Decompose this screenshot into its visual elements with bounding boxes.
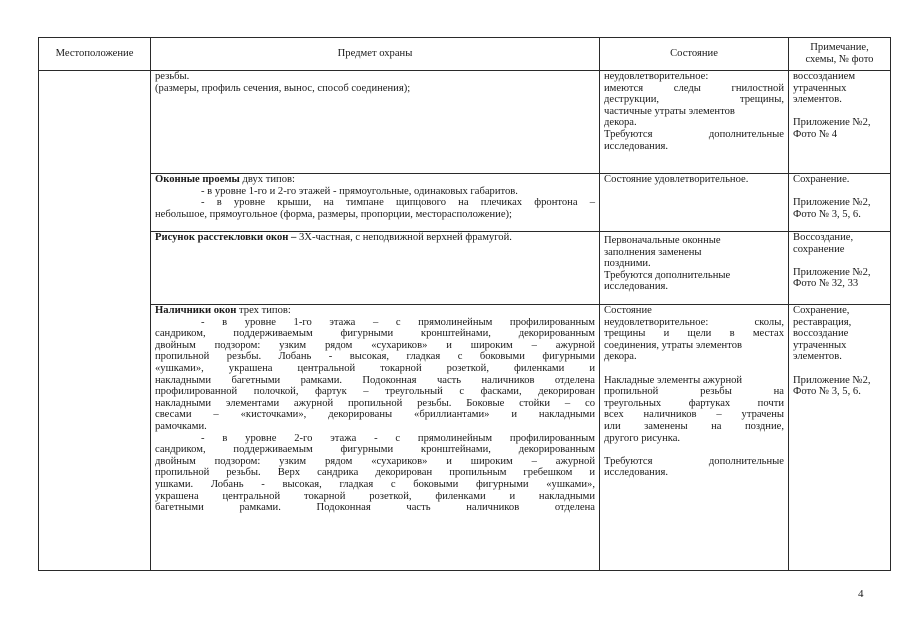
- protection-table: [38, 37, 891, 571]
- subject-line: - в уровне 1-го этажа – с прямолинейным профилированным: [201, 316, 595, 328]
- note-cell: [789, 305, 891, 571]
- note-line: Фото № 3, 5, 6.: [793, 386, 861, 398]
- state-spacer: [604, 444, 784, 456]
- state-line: Требуются дополнительные: [604, 455, 784, 467]
- subject-cell: [151, 305, 600, 571]
- note-spacer: [793, 363, 886, 375]
- note-cell: [789, 232, 891, 305]
- subject-heading-tail: двух типов:: [239, 174, 295, 185]
- state-line: всех наличников – утрачены: [604, 409, 784, 421]
- subject-heading-tail: трех типов:: [236, 305, 291, 316]
- subject-line: сандриком, поддерживаемым фигурными кронштейнами, декорированным: [155, 444, 595, 456]
- subject-heading: Наличники окон: [155, 305, 237, 316]
- note-line: Воссоздание,: [793, 232, 854, 243]
- state-cell: [600, 174, 789, 232]
- table-row: [39, 232, 891, 305]
- table-row: [39, 305, 891, 571]
- state-line: или заменены на поздние,: [604, 420, 784, 432]
- state-line: другого рисунка.: [604, 432, 681, 444]
- state-line: исследования.: [604, 140, 669, 152]
- subject-line: «ушками», украшена центральной токарной розеткой, филенками и: [155, 362, 595, 374]
- state-line: неудовлетворительное:: [604, 71, 709, 82]
- subject-heading: Рисунок расстекловки окон –: [155, 232, 297, 243]
- subject-line: украшена центральной токарной розеткой, филенками и накладными: [155, 490, 595, 502]
- subject-line: сандриком, поддерживаемым фигурными кронштейнами, декорированным: [155, 328, 595, 340]
- header-subject: Предмет охраны: [151, 38, 600, 71]
- header-note: [789, 38, 891, 71]
- state-line: поздними.: [604, 258, 651, 270]
- state-line: неудовлетворительное: сколы,: [604, 316, 784, 328]
- subject-line: накладными элементами ажурной пропильной резьбы. Боковые стойки – со: [155, 397, 595, 409]
- state-line: деструкции, трещины,: [604, 94, 784, 106]
- subject-cell: [151, 174, 600, 232]
- header-note-line: Примечание,: [810, 42, 869, 54]
- subject-line: - в уровне крыши, на тимпане щипцового на плечиках фронтона –: [201, 197, 595, 209]
- state-line: Первоначальные оконные: [604, 235, 721, 246]
- subject-line: двойным подзором: узким рядом «сухариков» и широким – ажурной: [155, 455, 595, 467]
- state-line: имеются следы гнилостной: [604, 82, 784, 94]
- subject-line: накладными багетными рамками. Подоконная часть наличников отделена: [155, 374, 595, 386]
- subject-heading-line: [155, 174, 595, 186]
- note-line: утраченных: [793, 82, 847, 94]
- state-line: Накладные элементы ажурной: [604, 374, 743, 386]
- state-line: заполнения заменены: [604, 246, 702, 258]
- note-line: Сохранение,: [793, 305, 850, 316]
- header-note-line: схемы, № фото: [805, 54, 874, 65]
- page-number: 4: [858, 588, 864, 600]
- subject-line: ушками. Лобань - высокая, гладкая с боковыми фигурными «ушками»,: [155, 478, 595, 490]
- note-line: Приложение №2,: [793, 117, 871, 129]
- state-line: пропильной резьбы на: [604, 386, 784, 398]
- subject-line: - в уровне 2-го этажа - с прямолинейным профилированным: [201, 432, 595, 444]
- subject-line: двойным подзором: узким рядом «сухариков» и широким – ажурной: [155, 339, 595, 351]
- note-spacer: [793, 186, 886, 198]
- subject-line: (размеры, профиль сечения, вынос, способ соединения);: [155, 82, 411, 94]
- subject-cell: [151, 232, 600, 305]
- state-cell: [600, 232, 789, 305]
- note-cell: [789, 174, 891, 232]
- state-line: исследования.: [604, 467, 669, 479]
- note-line: элементов.: [793, 94, 842, 106]
- subject-heading: Оконные проемы: [155, 174, 240, 185]
- note-line: Фото № 4: [793, 128, 838, 140]
- state-cell: [600, 305, 789, 571]
- subject-line: - в уровне 1-го и 2-го этажей - прямоугольные, одинаковых габаритов.: [201, 185, 518, 197]
- state-cell: [600, 71, 789, 174]
- subject-line: профилированной полочкой, фартук – треугольный с фасками, декорирован: [155, 386, 595, 398]
- subject-heading-line: [155, 305, 595, 317]
- header-state: Состояние: [600, 38, 789, 71]
- state-line: Требуются дополнительные: [604, 269, 731, 281]
- subject-cell: [151, 71, 600, 174]
- note-line: Фото № 3, 5, 6.: [793, 208, 861, 220]
- table-row: [39, 71, 891, 174]
- subject-line: свесами – «кисточками», декорированы «бриллиантами» и накладными: [155, 409, 595, 421]
- header-location: Местоположение: [39, 38, 151, 71]
- table-header-row: [39, 38, 891, 71]
- note-line: элементов.: [793, 351, 842, 363]
- state-line: соединения, утраты элементов: [604, 339, 743, 351]
- table-row: [39, 174, 891, 232]
- note-line: Фото № 32, 33: [793, 278, 859, 290]
- subject-line: багетными рамками. Подоконная часть наличников отделена: [155, 502, 595, 514]
- state-spacer: [604, 363, 784, 375]
- note-line: Приложение №2,: [793, 266, 871, 278]
- state-line: трещины и щели в местах: [604, 328, 784, 340]
- state-line: декора.: [604, 117, 637, 129]
- state-line: частичные утраты элементов: [604, 105, 735, 117]
- note-line: Приложение №2,: [793, 374, 871, 386]
- location-cell: [39, 71, 151, 571]
- note-spacer: [793, 255, 886, 267]
- subject-line: пропильной резьбы. Лобань - высокая, гладкая с боковыми фигурными: [155, 351, 595, 363]
- subject-line: пропильной резьбы. Верх сандрика декорирован пропильным гребешком и: [155, 467, 595, 479]
- subject-heading-tail: 3Х-частная, с неподвижной верхней фрамугой.: [296, 232, 512, 243]
- note-cell: [789, 71, 891, 174]
- note-line: сохранение: [793, 243, 845, 255]
- note-line: реставрация,: [793, 316, 852, 328]
- state-line: Состояние удовлетворительное.: [604, 174, 749, 185]
- state-line: Состояние: [604, 305, 652, 316]
- state-line: треугольных фартуках почти: [604, 397, 784, 409]
- note-line: воссоздание: [793, 328, 849, 340]
- subject-line: небольшое, прямоугольное (форма, размеры, пропорции, месторасположение);: [155, 208, 512, 220]
- note-spacer: [793, 106, 886, 118]
- note-line: Сохранение.: [793, 174, 850, 185]
- subject-line: рамочками.: [155, 420, 207, 432]
- note-line: Приложение №2,: [793, 197, 871, 209]
- note-line: утраченных: [793, 339, 847, 351]
- note-line: воссозданием: [793, 71, 856, 82]
- state-line: Требуются дополнительные: [604, 128, 784, 140]
- state-line: декора.: [604, 351, 637, 363]
- subject-line: резьбы.: [155, 71, 190, 82]
- state-line: исследования.: [604, 281, 669, 293]
- subject-heading-line: [155, 232, 595, 244]
